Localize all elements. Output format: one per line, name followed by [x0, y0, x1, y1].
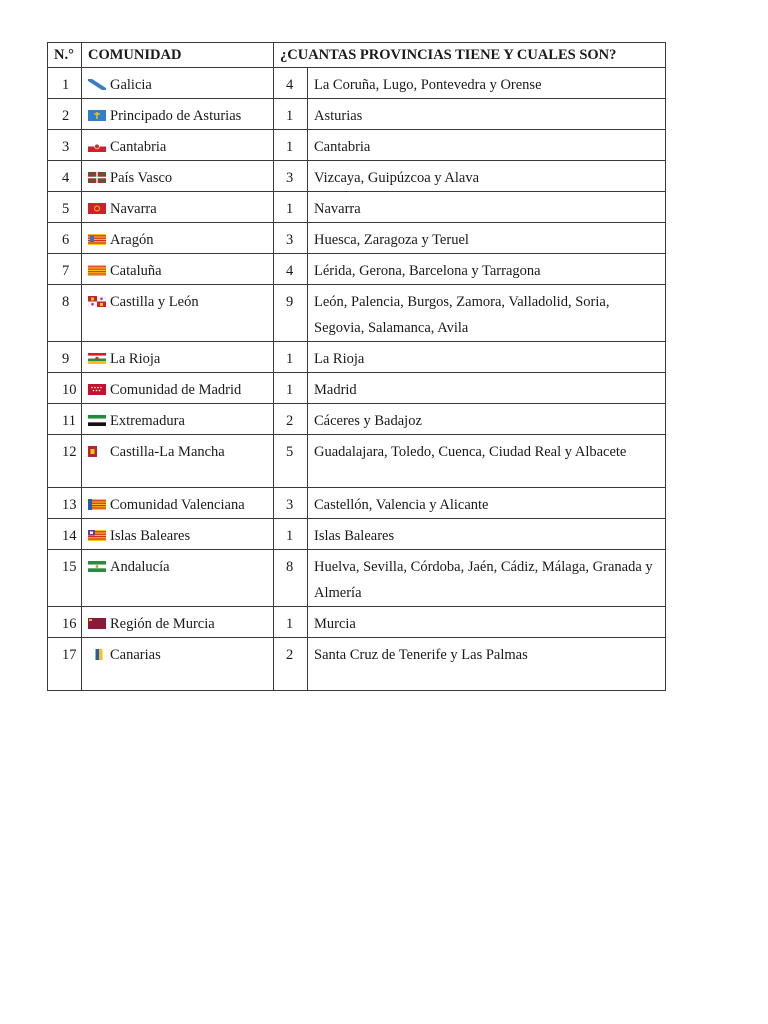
province-list: Cantabria: [308, 130, 666, 161]
province-count: 4: [274, 254, 308, 285]
province-list: Huelva, Sevilla, Córdoba, Jaén, Cádiz, Málaga, Granada y Almería: [308, 550, 666, 607]
table-row: [48, 435, 666, 488]
province-count: 8: [274, 550, 308, 607]
row-number: 16: [48, 607, 82, 638]
province-count: 1: [274, 342, 308, 373]
province-list: León, Palencia, Burgos, Zamora, Valladolid, Soria, Segovia, Salamanca, Avila: [308, 285, 666, 342]
row-number: 14: [48, 519, 82, 550]
community-name: Principado de Asturias: [110, 108, 242, 124]
province-list: Navarra: [308, 192, 666, 223]
community-name: Región de Murcia: [110, 616, 215, 632]
community-name: Andalucía: [110, 559, 170, 575]
header-community: COMUNIDAD: [82, 43, 274, 68]
province-count: 1: [274, 99, 308, 130]
community-cell: [82, 435, 274, 488]
valencia-flag-icon: [88, 493, 106, 504]
aragon-flag-icon: [88, 228, 106, 239]
community-name: Comunidad de Madrid: [110, 382, 242, 398]
table-row: [48, 550, 666, 607]
province-count: 9: [274, 285, 308, 342]
header-provinces: ¿CUANTAS PROVINCIAS TIENE Y CUALES SON?: [274, 43, 666, 68]
table-row: [48, 607, 666, 638]
community-name: Castilla-La Mancha: [110, 444, 225, 460]
table-row: [48, 519, 666, 550]
province-list: Vizcaya, Guipúzcoa y Alava: [308, 161, 666, 192]
extremadura-flag-icon: [88, 409, 106, 420]
cataluna-flag-icon: [88, 259, 106, 270]
row-number: 9: [48, 342, 82, 373]
table-row: [48, 130, 666, 161]
province-count: 4: [274, 68, 308, 99]
community-name: Extremadura: [110, 413, 185, 429]
table-header-row: [48, 43, 666, 68]
table-row: [48, 99, 666, 130]
row-number: 5: [48, 192, 82, 223]
province-list: Islas Baleares: [308, 519, 666, 550]
community-name: La Rioja: [110, 351, 161, 367]
row-number: 11: [48, 404, 82, 435]
table-row: [48, 404, 666, 435]
table-row: [48, 254, 666, 285]
community-cell: [82, 373, 274, 404]
province-count: 1: [274, 607, 308, 638]
community-name: País Vasco: [110, 170, 173, 186]
pais-vasco-flag-icon: [88, 166, 106, 177]
community-cell: [82, 404, 274, 435]
community-name: Cataluña: [110, 263, 162, 279]
province-count: 3: [274, 223, 308, 254]
community-name: Islas Baleares: [110, 528, 191, 544]
province-count: 1: [274, 373, 308, 404]
community-cell: [82, 607, 274, 638]
province-list: Lérida, Gerona, Barcelona y Tarragona: [308, 254, 666, 285]
castilla-la-mancha-flag-icon: [88, 440, 106, 451]
community-cell: [82, 161, 274, 192]
row-number: 6: [48, 223, 82, 254]
table-row: [48, 223, 666, 254]
cantabria-flag-icon: [88, 135, 106, 146]
community-cell: [82, 130, 274, 161]
community-cell: [82, 488, 274, 519]
canarias-flag-icon: [88, 643, 106, 654]
table-row: [48, 161, 666, 192]
galicia-flag-icon: [88, 73, 106, 84]
community-name: Cantabria: [110, 139, 167, 155]
province-count: 2: [274, 638, 308, 691]
province-list: Asturias: [308, 99, 666, 130]
table-row: [48, 285, 666, 342]
province-list: Cáceres y Badajoz: [308, 404, 666, 435]
row-number: 7: [48, 254, 82, 285]
castilla-leon-flag-icon: [88, 290, 106, 301]
community-cell: [82, 99, 274, 130]
header-num: N.°: [48, 43, 82, 68]
community-cell: [82, 550, 274, 607]
table-row: [48, 342, 666, 373]
row-number: 13: [48, 488, 82, 519]
row-number: 8: [48, 285, 82, 342]
province-list: Huesca, Zaragoza y Teruel: [308, 223, 666, 254]
province-count: 3: [274, 488, 308, 519]
province-list: Guadalajara, Toledo, Cuenca, Ciudad Real y Albacete: [308, 435, 666, 488]
province-list: La Coruña, Lugo, Pontevedra y Orense: [308, 68, 666, 99]
baleares-flag-icon: [88, 524, 106, 535]
province-list: Santa Cruz de Tenerife y Las Palmas: [308, 638, 666, 691]
navarra-flag-icon: [88, 197, 106, 208]
community-cell: [82, 342, 274, 373]
table-row: [48, 192, 666, 223]
community-cell: [82, 285, 274, 342]
community-name: Comunidad Valenciana: [110, 497, 245, 513]
madrid-flag-icon: [88, 378, 106, 389]
andalucia-flag-icon: [88, 555, 106, 566]
row-number: 12: [48, 435, 82, 488]
province-count: 1: [274, 130, 308, 161]
community-name: Navarra: [110, 201, 157, 217]
table-row: [48, 373, 666, 404]
table-row: [48, 68, 666, 99]
community-cell: [82, 254, 274, 285]
community-cell: [82, 223, 274, 254]
community-cell: [82, 519, 274, 550]
row-number: 1: [48, 68, 82, 99]
province-count: 1: [274, 519, 308, 550]
murcia-flag-icon: [88, 612, 106, 623]
row-number: 10: [48, 373, 82, 404]
row-number: 17: [48, 638, 82, 691]
row-number: 2: [48, 99, 82, 130]
community-cell: [82, 68, 274, 99]
table-row: [48, 638, 666, 691]
province-count: 5: [274, 435, 308, 488]
row-number: 3: [48, 130, 82, 161]
row-number: 15: [48, 550, 82, 607]
province-count: 3: [274, 161, 308, 192]
communities-table: [47, 42, 666, 691]
province-count: 1: [274, 192, 308, 223]
province-list: Castellón, Valencia y Alicante: [308, 488, 666, 519]
community-name: Aragón: [110, 232, 154, 248]
row-number: 4: [48, 161, 82, 192]
community-cell: [82, 638, 274, 691]
community-name: Galicia: [110, 77, 152, 93]
community-name: Canarias: [110, 647, 161, 663]
table-row: [48, 488, 666, 519]
province-list: Madrid: [308, 373, 666, 404]
province-list: La Rioja: [308, 342, 666, 373]
province-count: 2: [274, 404, 308, 435]
community-cell: [82, 192, 274, 223]
la-rioja-flag-icon: [88, 347, 106, 358]
asturias-flag-icon: [88, 104, 106, 115]
province-list: Murcia: [308, 607, 666, 638]
community-name: Castilla y León: [110, 294, 199, 310]
